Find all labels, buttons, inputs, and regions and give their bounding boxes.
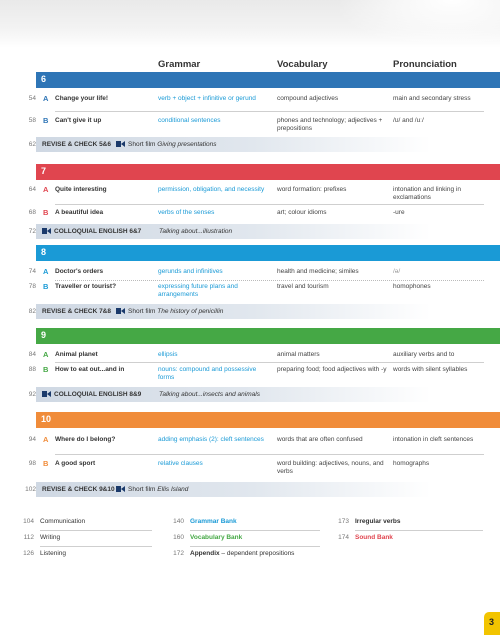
strip-label: REVISE & CHECK 5&6 bbox=[42, 141, 111, 148]
page-number: 74 bbox=[28, 268, 36, 275]
grammar-topic: relative clauses bbox=[158, 460, 203, 467]
revise-check-strip bbox=[36, 304, 431, 319]
pronunciation-topic: intonation and linking in exclamations bbox=[393, 186, 461, 201]
appendix-listening[interactable]: 126 Listening bbox=[23, 550, 67, 557]
vocabulary-topic: preparing food; food adjectives with -y bbox=[277, 366, 387, 373]
vocabulary-topic: health and medicine; similes bbox=[277, 268, 359, 275]
page-number: 88 bbox=[28, 366, 36, 373]
pronunciation-topic: homophones bbox=[393, 283, 431, 290]
page-number: 82 bbox=[28, 308, 36, 315]
lesson-letter: B bbox=[43, 116, 49, 125]
pronunciation-topic: /ʊ/ and /uː/ bbox=[393, 117, 424, 124]
page-number: 62 bbox=[28, 141, 36, 148]
grammar-topic: gerunds and infinitives bbox=[158, 268, 223, 275]
appendix-divider bbox=[40, 546, 152, 547]
vocabulary-topic: compound adjectives bbox=[277, 95, 339, 102]
strip-label: REVISE & CHECK 7&8 bbox=[42, 308, 111, 315]
strip-detail: Short film The history of penicillin bbox=[128, 308, 224, 315]
appendix-vocabulary-bank[interactable]: 160 Vocabulary Bank bbox=[173, 534, 243, 541]
appendix-divider bbox=[355, 530, 483, 531]
vocabulary-topic: art; colour idioms bbox=[277, 209, 327, 216]
grammar-topic: verbs of the senses bbox=[158, 209, 215, 216]
appendix-irregular-verbs[interactable]: 173 Irregular verbs bbox=[338, 518, 401, 525]
unit-number: 7 bbox=[41, 166, 47, 176]
row-divider bbox=[55, 204, 484, 205]
grammar-topic: ellipsis bbox=[158, 351, 178, 358]
lesson-letter: B bbox=[43, 208, 49, 217]
row-divider bbox=[55, 362, 484, 363]
unit-9-header bbox=[36, 328, 500, 344]
row-divider bbox=[55, 111, 484, 112]
vocabulary-topic: animal matters bbox=[277, 351, 320, 358]
pronunciation-topic: words with silent syllables bbox=[393, 366, 468, 373]
unit-6-header bbox=[36, 72, 500, 88]
pronunciation-topic: /ə/ bbox=[393, 268, 401, 275]
page-number: 94 bbox=[28, 436, 36, 443]
unit-number: 10 bbox=[41, 414, 52, 424]
header-band bbox=[0, 0, 500, 48]
strip-detail: Talking about...illustration bbox=[159, 228, 233, 235]
pronunciation-topic: -ure bbox=[393, 209, 405, 216]
lesson-letter: B bbox=[43, 459, 49, 468]
page-number: 72 bbox=[28, 228, 36, 235]
row-divider bbox=[55, 280, 484, 281]
appendix-communication[interactable]: 104 Communication bbox=[23, 518, 86, 525]
strip-detail: Talking about...insects and animals bbox=[159, 391, 260, 398]
unit-10-header bbox=[36, 412, 500, 428]
appendix-divider bbox=[40, 530, 152, 531]
lesson-title: How to eat out...and in bbox=[55, 366, 125, 373]
lesson-letter: A bbox=[43, 435, 49, 444]
vocabulary-topic: word building: adjectives, nouns, and verbs bbox=[277, 460, 384, 475]
grammar-topic: conditional sentences bbox=[158, 117, 221, 124]
lesson-letter: A bbox=[43, 350, 49, 359]
page-number: 3 bbox=[489, 617, 495, 627]
vocabulary-topic: word formation: prefixes bbox=[277, 186, 347, 193]
grammar-topic: permission, obligation, and necessity bbox=[158, 186, 265, 193]
grammar-topic: expressing future plans and arrangements bbox=[158, 283, 238, 298]
vocabulary-heading: Vocabulary bbox=[277, 59, 328, 70]
unit-number: 6 bbox=[41, 74, 47, 84]
grammar-topic: nouns: compound and possessive forms bbox=[158, 366, 257, 381]
pronunciation-topic: main and secondary stress bbox=[393, 95, 471, 102]
pronunciation-topic: homographs bbox=[393, 460, 430, 467]
vocabulary-topic: travel and tourism bbox=[277, 283, 329, 290]
lesson-title: Doctor's orders bbox=[55, 268, 104, 275]
lesson-title: A beautiful idea bbox=[55, 209, 104, 216]
page-number: 102 bbox=[25, 486, 36, 493]
appendix-sound-bank[interactable]: 174 Sound Bank bbox=[338, 534, 393, 541]
lesson-letter: A bbox=[43, 267, 49, 276]
lesson-letter: B bbox=[43, 365, 49, 374]
pronunciation-topic: auxiliary verbs and to bbox=[393, 351, 455, 358]
lesson-title: Animal planet bbox=[55, 351, 98, 358]
appendix-divider bbox=[190, 530, 320, 531]
colloquial-english-strip bbox=[36, 387, 431, 402]
revise-check-strip bbox=[36, 137, 431, 152]
lesson-title: Where do I belong? bbox=[55, 436, 116, 443]
unit-number: 9 bbox=[41, 330, 47, 340]
page-number: 78 bbox=[28, 283, 36, 290]
pronunciation-heading: Pronunciation bbox=[393, 59, 457, 70]
appendix-divider bbox=[190, 546, 320, 547]
strip-label: COLLOQUIAL ENGLISH 6&7 bbox=[54, 228, 142, 235]
appendix-dependent-prepositions[interactable]: 172 Appendix – dependent prepositions bbox=[173, 550, 295, 557]
page-number: 98 bbox=[28, 460, 36, 467]
strip-label: REVISE & CHECK 9&10 bbox=[42, 486, 115, 493]
film-icon bbox=[116, 140, 125, 148]
vocabulary-topic: phones and technology; adjectives + prepositions bbox=[277, 117, 383, 132]
grammar-heading: Grammar bbox=[158, 59, 201, 70]
page-number: 68 bbox=[28, 209, 36, 216]
unit-number: 8 bbox=[41, 247, 47, 257]
light-burst bbox=[340, 0, 500, 48]
film-icon bbox=[42, 390, 51, 398]
lesson-title: Quite interesting bbox=[55, 186, 107, 193]
appendix-grammar-bank[interactable]: 140 Grammar Bank bbox=[173, 518, 237, 525]
lesson-title: A good sport bbox=[55, 460, 96, 467]
unit-8-header bbox=[36, 245, 500, 261]
grammar-topic: adding emphasis (2): cleft sentences bbox=[158, 436, 264, 443]
appendix-writing[interactable]: 112 Writing bbox=[23, 534, 61, 541]
page-number: 84 bbox=[28, 351, 36, 358]
lesson-letter: A bbox=[43, 94, 49, 103]
lesson-letter: A bbox=[43, 185, 49, 194]
page-number: 58 bbox=[28, 117, 36, 124]
lesson-letter: B bbox=[43, 282, 49, 291]
strip-detail: Short film Giving presentations bbox=[128, 141, 217, 148]
vocabulary-topic: words that are often confused bbox=[277, 436, 363, 443]
film-icon bbox=[116, 307, 125, 315]
strip-detail: Short film Ellis Island bbox=[128, 486, 189, 493]
page-number: 64 bbox=[28, 186, 36, 193]
row-divider bbox=[55, 454, 484, 455]
colloquial-english-strip bbox=[36, 224, 431, 239]
unit-7-header bbox=[36, 164, 500, 180]
revise-check-strip bbox=[36, 482, 431, 497]
page-number-tab bbox=[484, 612, 500, 635]
film-icon bbox=[42, 227, 51, 235]
film-icon bbox=[116, 485, 125, 493]
lesson-title: Traveller or tourist? bbox=[55, 283, 117, 290]
lesson-title: Can't give it up bbox=[55, 117, 102, 124]
page-number: 92 bbox=[28, 391, 36, 398]
grammar-topic: verb + object + infinitive or gerund bbox=[158, 95, 256, 102]
lesson-title: Change your life! bbox=[55, 95, 109, 102]
pronunciation-topic: intonation in cleft sentences bbox=[393, 436, 474, 443]
strip-label: COLLOQUIAL ENGLISH 8&9 bbox=[54, 391, 142, 398]
page-number: 54 bbox=[28, 95, 36, 102]
